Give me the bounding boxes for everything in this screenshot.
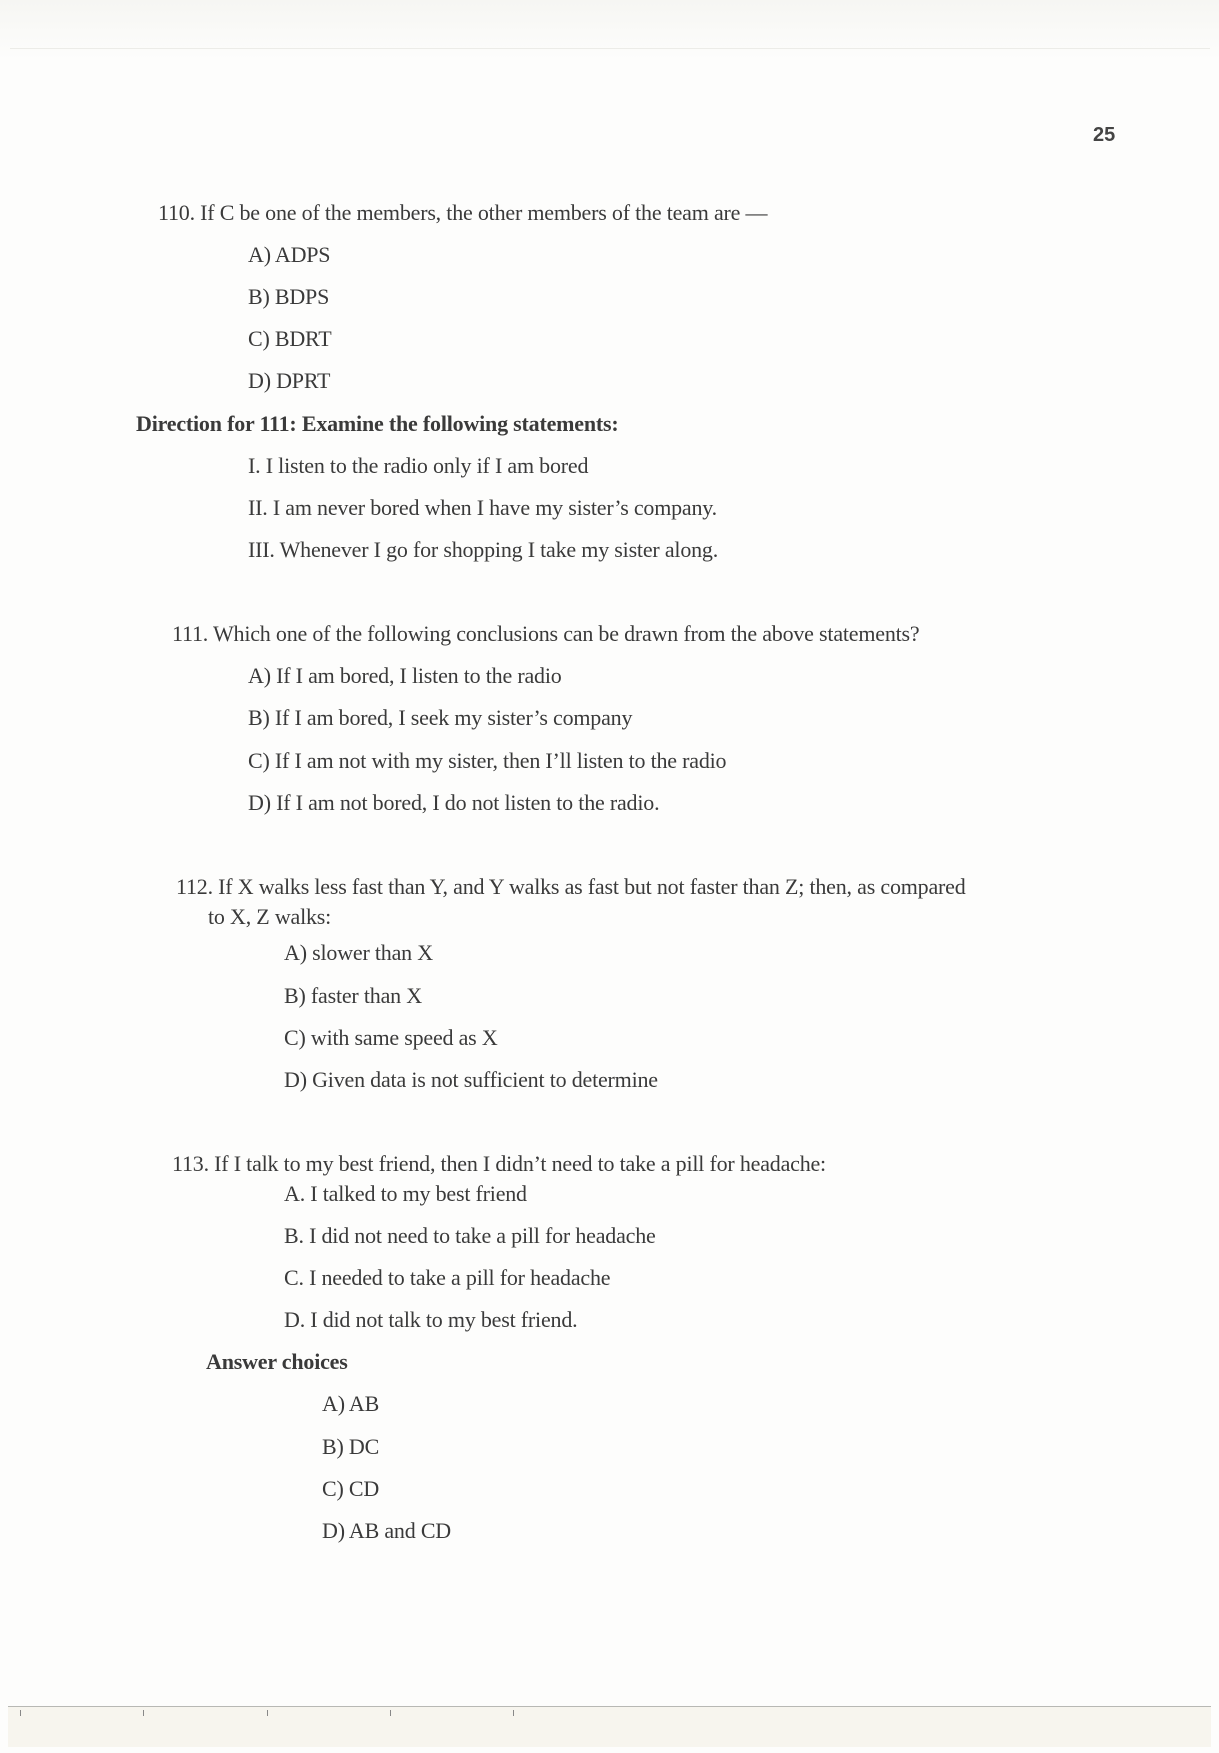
footer-tick: [143, 1710, 144, 1716]
question-112-text-line-1: 112. If X walks less fast than Y, and Y walks as fast but not faster than Z; then, as compared: [176, 874, 966, 899]
question-113-statement-b: B. I did not need to take a pill for headache: [284, 1223, 656, 1248]
footer-tick: [20, 1710, 21, 1716]
question-112-option-c: C) with same speed as X: [284, 1025, 498, 1050]
question-113-text: 113. If I talk to my best friend, then I didn’t need to take a pill for headache:: [172, 1151, 826, 1176]
question-113-option-c: C) CD: [322, 1476, 380, 1501]
page-number: 25: [1093, 124, 1116, 146]
direction-111-statement-3: III. Whenever I go for shopping I take my sister along.: [248, 537, 719, 562]
direction-111-statement-2: II. I am never bored when I have my sister’s company.: [248, 495, 717, 520]
question-113-option-b: B) DC: [322, 1434, 380, 1459]
question-111-option-a: A) If I am bored, I listen to the radio: [248, 663, 562, 688]
direction-111-statement-1: I. I listen to the radio only if I am bored: [248, 453, 589, 478]
question-112-option-b: B) faster than X: [284, 983, 422, 1008]
direction-111-heading: Direction for 111: Examine the following statements:: [136, 411, 619, 436]
footer-tick: [390, 1710, 391, 1716]
question-111-option-c: C) If I am not with my sister, then I’ll listen to the radio: [248, 748, 727, 773]
question-112-option-d: D) Given data is not sufficient to determine: [284, 1067, 658, 1092]
question-113-answer-heading: Answer choices: [206, 1349, 348, 1374]
footer-tick: [267, 1710, 268, 1716]
question-110-option-d: D) DPRT: [248, 368, 331, 393]
footer-tick: [513, 1710, 514, 1716]
question-110-option-c: C) BDRT: [248, 326, 332, 351]
question-112-text-line-2: to X, Z walks:: [208, 904, 332, 929]
question-110-option-a: A) ADPS: [248, 242, 331, 267]
question-111-option-b: B) If I am bored, I seek my sister’s company: [248, 705, 633, 730]
question-110-option-b: B) BDPS: [248, 284, 330, 309]
question-113-statement-a: A. I talked to my best friend: [284, 1181, 527, 1206]
question-113-option-d: D) AB and CD: [322, 1518, 451, 1543]
question-113-statement-d: D. I did not talk to my best friend.: [284, 1307, 578, 1332]
question-113-statement-c: C. I needed to take a pill for headache: [284, 1265, 611, 1290]
scan-artifact-line: [10, 48, 1210, 49]
scan-footer-band: [8, 1706, 1211, 1747]
question-111-option-d: D) If I am not bored, I do not listen to the radio.: [248, 790, 660, 815]
question-111-text: 111. Which one of the following conclusions can be drawn from the above statements?: [172, 621, 920, 646]
question-112-option-a: A) slower than X: [284, 940, 433, 965]
question-113-option-a: A) AB: [322, 1391, 380, 1416]
question-110-text: 110. If C be one of the members, the other members of the team are —: [158, 200, 768, 225]
scan-top-margin: [0, 0, 1219, 60]
